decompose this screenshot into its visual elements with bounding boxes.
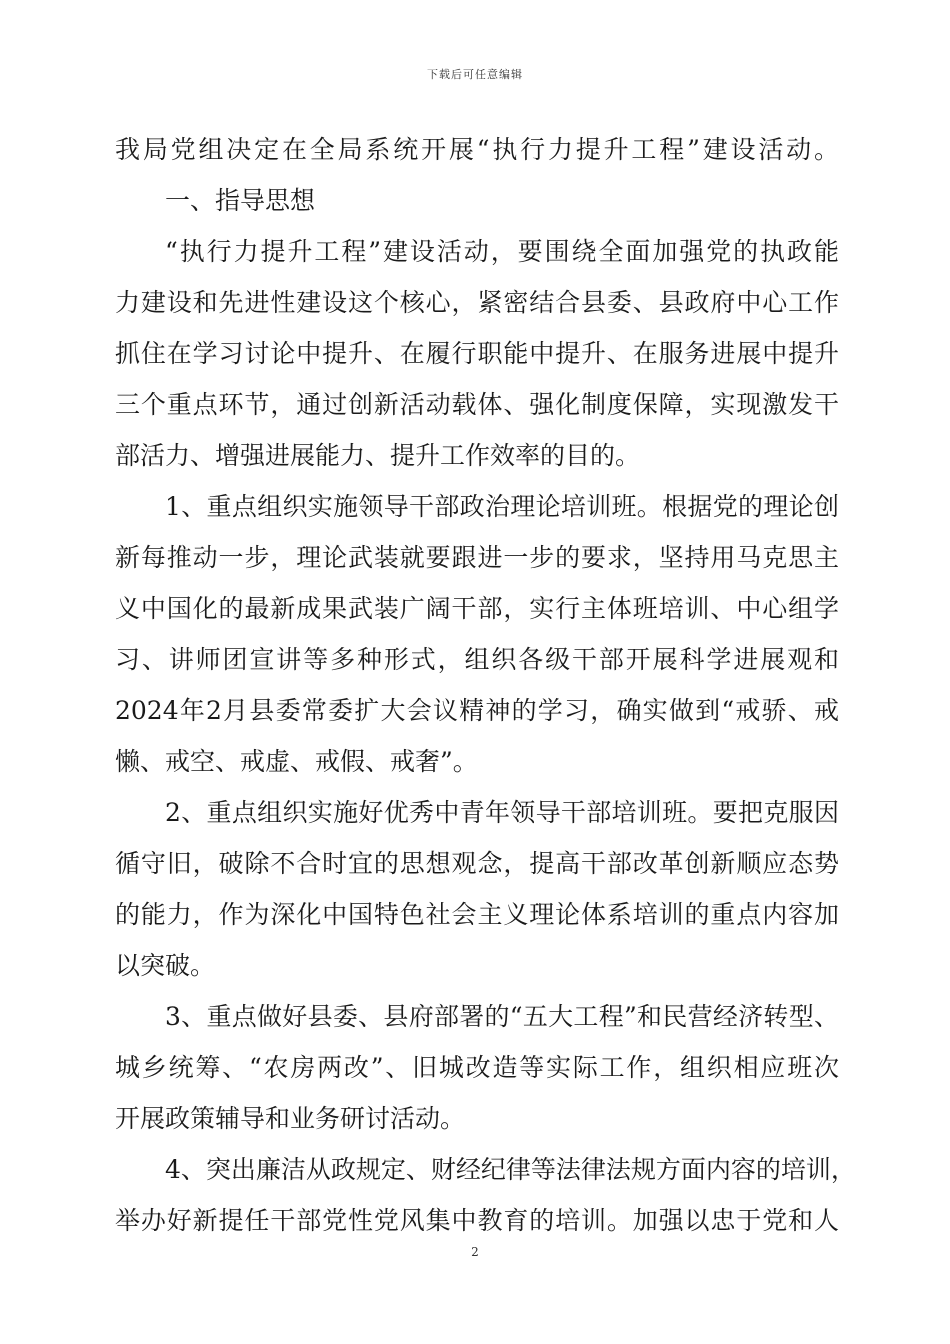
text-line: 的能力，作为深化中国特色社会主义理论体系培训的重点内容加 bbox=[115, 900, 839, 929]
text-line: 循守旧，破除不合时宜的思想观念，提高干部改革创新顺应态势 bbox=[115, 849, 839, 878]
text-line: “执行力提升工程”建设活动，要围绕全面加强党的执政能 bbox=[165, 237, 839, 266]
text-line: 新每推动一步，理论武装就要跟进一步的要求，坚持用马克思主 bbox=[115, 543, 839, 572]
document-body bbox=[115, 124, 856, 1246]
text-line: 2024年2月县委常委扩大会议精神的学习，确实做到“戒骄、戒 bbox=[115, 696, 839, 725]
page-header: 下载后可任意编辑 bbox=[427, 68, 523, 81]
text-line: 力建设和先进性建设这个核心，紧密结合县委、县政府中心工作 bbox=[115, 288, 839, 317]
text-line: 抓住在学习讨论中提升、在履行职能中提升、在服务进展中提升 bbox=[115, 339, 839, 368]
text-line: 3、重点做好县委、县府部署的“五大工程”和民营经济转型、 bbox=[165, 1002, 839, 1031]
text-line: 2、重点组织实施好优秀中青年领导干部培训班。要把克服因 bbox=[165, 798, 839, 827]
text-line: 城乡统筹、“农房两改”、旧城改造等实际工作，组织相应班次 bbox=[115, 1053, 839, 1082]
page-number: 2 bbox=[471, 1245, 479, 1259]
text-line: 习、讲师团宣讲等多种形式，组织各级干部开展科学进展观和 bbox=[115, 645, 839, 674]
text-line: 义中国化的最新成果武装广阔干部，实行主体班培训、中心组学 bbox=[115, 594, 839, 623]
text-line: 开展政策辅导和业务研讨活动。 bbox=[115, 1104, 466, 1133]
text-line: 举办好新提任干部党性党风集中教育的培训。加强以忠于党和人 bbox=[115, 1206, 839, 1235]
text-line: 1、重点组织实施领导干部政治理论培训班。根据党的理论创 bbox=[165, 492, 839, 521]
text-line: 三个重点环节，通过创新活动载体、强化制度保障，实现激发干 bbox=[115, 390, 839, 419]
text-line: 懒、戒空、戒虚、戒假、戒奢”。 bbox=[115, 747, 478, 776]
text-line: 以突破。 bbox=[115, 951, 216, 980]
section-heading: 一、指导思想 bbox=[165, 186, 316, 215]
text-line: 我局党组决定在全局系统开展“执行力提升工程”建设活动。 bbox=[115, 135, 839, 164]
text-line: 4、突出廉洁从政规定、财经纪律等法律法规方面内容的培训， bbox=[165, 1155, 856, 1184]
text-line: 部活力、增强进展能力、提升工作效率的目的。 bbox=[115, 441, 641, 470]
